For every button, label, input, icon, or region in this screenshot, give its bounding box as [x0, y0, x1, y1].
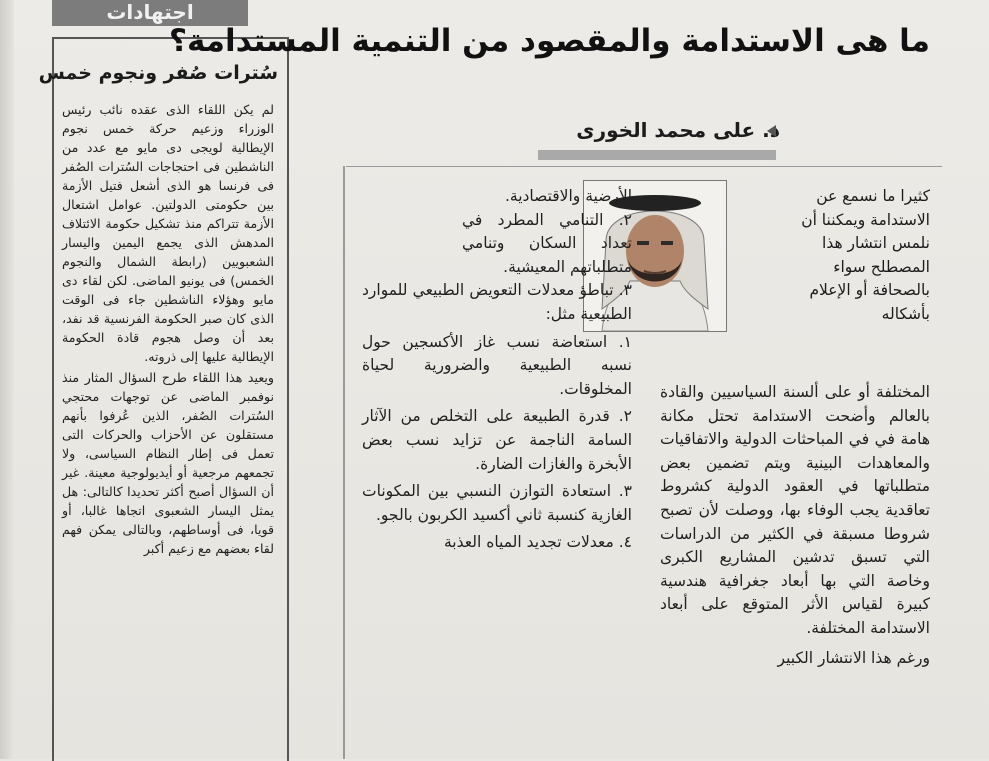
- article-column-right: [660, 381, 930, 670]
- article-top-rule: [346, 166, 942, 167]
- author-arrow-icon: [767, 125, 776, 137]
- left-column-title: سُترات صُفر ونجوم خمس: [38, 62, 278, 84]
- article-paragraph: ورغم هذا الانتشار الكبير: [777, 648, 930, 667]
- article-column-left: [362, 185, 632, 555]
- article-headline: ما هى الاستدامة والمقصود من التنمية المستدامة؟: [169, 23, 930, 59]
- article-column-right-top: كثيرا ما نسمع عن الاستدامة ويمكننا أن نلمس انتشار هذا المصطلح سواء بالصحافة أو الإعلام بأشكاله: [801, 187, 930, 323]
- author-underline-bar: [538, 150, 776, 160]
- left-paragraph: لم يكن اللقاء الذى عقده نائب رئيس الوزراء وزعيم حركة خمس نجوم الإيطالية لويجى دى مايو مع عدد من الناشطين فى احتجاجات السُترات الصُفر فى فرنسا هو الذى أشعل فتيل الأزمة بين حكومتى الدولتين. عوامل اشتعال الأزمة تتراكم منذ تشكيل حكومة الائتلاف المدهش الذى يجمع اليمين واليسار الشعبويين (رابطة الشمال والنجوم الخمس) فى يونيو الماضى. لكن لقاء دى مايو وهؤلاء الناشطين جاء فى الوقت الذى كان صبر الحكومة الفرنسية قد نفد، بعد أن وصل هجوم قادة الحكومة الإيطالية عليها إلى ذروته.: [62, 102, 274, 364]
- column-divider: [343, 166, 345, 759]
- article-list-item: ٢. قدرة الطبيعة على التخلص من الآثار السامة الناجمة عن تزايد نسب بعض الأبخرة والغازات الضارة.: [362, 407, 632, 473]
- article-author: د. على محمد الخورى: [576, 118, 780, 142]
- page-edge-shadow: [0, 0, 14, 759]
- left-paragraph: ويعيد هذا اللقاء طرح السؤال المثار منذ نوفمبر الماضى عن توجهات محتجي السُترات الصُفر، الذين عُرفوا بأنهم مستقلون عن الأحزاب والحركات التى تعمل فى إطار النظام السياسى، ولا تجمعهم مرجعية أو أيديولوجية معينة. غير أن السؤال أصبح أكثر تحديدا كالتالى: هل يمثل اليسار الشعبوى اتجاها غالبا، أو قويا، فى أوساطهم، وبالتالى يمكن فهم لقاء بعضهم مع زعيم أكبر: [62, 370, 274, 556]
- left-column-body: [62, 100, 274, 560]
- article-paragraph: الأرضية والاقتصادية.: [504, 187, 632, 205]
- section-tag: اجتهادات: [52, 0, 248, 26]
- article-list-item: ٣. تباطؤ معدلات التعويض الطبيعي للموارد الطبيعية مثل:: [362, 281, 632, 323]
- article-list-item: ٤. معدلات تجديد المياه العذبة: [444, 533, 632, 552]
- article-list-item: ٢. التنامي المطرد في تعداد السكان وتنامي متطلباتهم المعيشية.: [462, 210, 632, 276]
- article-list-item: ٣. استعادة التوازن النسبي بين المكونات الغازية كنسبة ثاني أكسيد الكربون بالجو.: [362, 482, 632, 524]
- article-paragraph: المختلفة أو على ألسنة السياسيين والقادة بالعالم وأضحت الاستدامة تحتل مكانة هامة في في المباحثات الدولية والاتفاقيات والمعاهدات البينية ويتم تضمين بعض متطلباتها في العقود الدولية كشروط تعاقدية يجب الوفاء بها، ووصلت لأن تصبح شروطا مسبقة في الكثير من الدراسات التي تسبق تدشين المشاريع الكبرى وخاصة التي بها أبعاد جغرافية هندسية كبيرة لقياس الأثر المتوقع على أبعاد الاستدامة المختلفة.: [660, 383, 930, 637]
- article-list-item: ١. استعاضة نسب غاز الأكسجين حول نسبه الطبيعية والضرورية لحياة المخلوقات.: [362, 332, 632, 398]
